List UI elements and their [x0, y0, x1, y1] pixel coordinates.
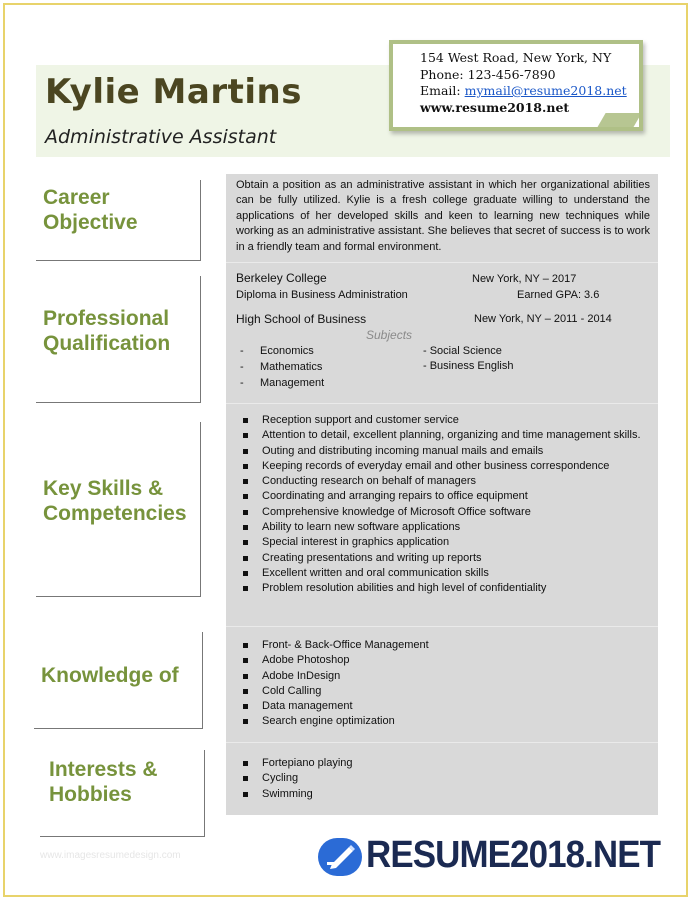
job-title: Administrative Assistant [45, 126, 277, 148]
list-item: Keeping records of everyday email and other business correspondence [236, 459, 656, 474]
site-logo[interactable]: RESUME2018.NET [366, 834, 661, 876]
list-item: Outing and distributing incoming manual mails and emails [236, 444, 656, 459]
section-divider [226, 742, 658, 743]
subject-item: Management [260, 377, 325, 389]
list-item: Adobe Photoshop [236, 653, 656, 668]
skills-list [236, 413, 656, 597]
pencil-icon [318, 838, 362, 876]
subject-item: - Social Science [423, 345, 502, 357]
list-item: Fortepiano playing [236, 756, 656, 771]
list-item: Front- & Back-Office Management [236, 638, 656, 653]
high-school-name: High School of Business [236, 312, 367, 326]
knowledge-list [236, 638, 656, 730]
list-item: Data management [236, 699, 656, 714]
section-divider [226, 626, 658, 627]
list-item: Creating presentations and writing up reports [236, 551, 656, 566]
list-item: Problem resolution abilities and high level of confidentiality [236, 581, 656, 596]
list-item: Ability to learn new software applications [236, 520, 656, 535]
subject-item: Economics [260, 345, 314, 357]
list-item: Search engine optimization [236, 714, 656, 729]
contact-email-row [420, 83, 639, 100]
watermark: www.imagesresumedesign.com [40, 850, 181, 861]
list-item: Cycling [236, 771, 656, 786]
contact-card [389, 40, 643, 131]
list-item: Swimming [236, 787, 656, 802]
contact-website: www.resume2018.net [420, 99, 570, 115]
qualification-title: Professional Qualification [43, 307, 171, 355]
contact-address: 154 West Road, New York, NY [420, 50, 612, 65]
candidate-name: Kylie Martins [45, 72, 302, 112]
email-link[interactable]: mymail@resume2018.net [464, 83, 627, 98]
college-name: Berkeley College [236, 271, 327, 285]
subject-dash: - [240, 345, 244, 357]
section-divider [226, 403, 658, 404]
list-item: Conducting research on behalf of managers [236, 474, 656, 489]
list-item: Coordinating and arranging repairs to office equipment [236, 489, 656, 504]
interests-list [236, 756, 656, 802]
list-item: Adobe InDesign [236, 669, 656, 684]
subject-dash: - [240, 361, 244, 373]
career-objective-title: Career Objective [43, 186, 138, 234]
list-item: Special interest in graphics application [236, 535, 656, 550]
key-skills-title: Key Skills & Competencies [43, 477, 187, 525]
college-location-dates: New York, NY – 2017 [472, 273, 577, 285]
college-degree: Diploma in Business Administration [236, 289, 408, 301]
subject-item: - Business English [423, 360, 514, 372]
subject-item: Mathematics [260, 361, 323, 373]
college-gpa: Earned GPA: 3.6 [517, 289, 600, 301]
list-item: Excellent written and oral communication skills [236, 566, 656, 581]
subjects-label: Subjects [366, 328, 413, 342]
contact-phone: Phone: 123-456-7890 [420, 66, 556, 82]
pencil-icon-svg [318, 838, 362, 876]
list-item: Cold Calling [236, 684, 656, 699]
list-item: Attention to detail, excellent planning, organizing and time management skills. [236, 428, 656, 443]
list-item: Reception support and customer service [236, 413, 656, 428]
list-item: Comprehensive knowledge of Microsoft Office software [236, 505, 656, 520]
objective-text: Obtain a position as an administrative assistant in which her organizational abilities can be fully utilized. Kylie is a fresh college graduate willing to understand the applications of her developed skills and keen to learning new techniques while working as an administrative assistant. She believes that secret of success is to work in a friendly team and formal environment. [236, 179, 650, 253]
knowledge-title: Knowledge of [41, 664, 179, 687]
high-school-location-dates: New York, NY – 2011 - 2014 [474, 313, 612, 325]
section-divider [226, 262, 658, 263]
subject-dash: - [240, 377, 244, 389]
interests-title: Interests & Hobbies [49, 758, 158, 806]
contact-card-fold [596, 113, 641, 129]
contact-email-label: Email: [420, 83, 465, 98]
